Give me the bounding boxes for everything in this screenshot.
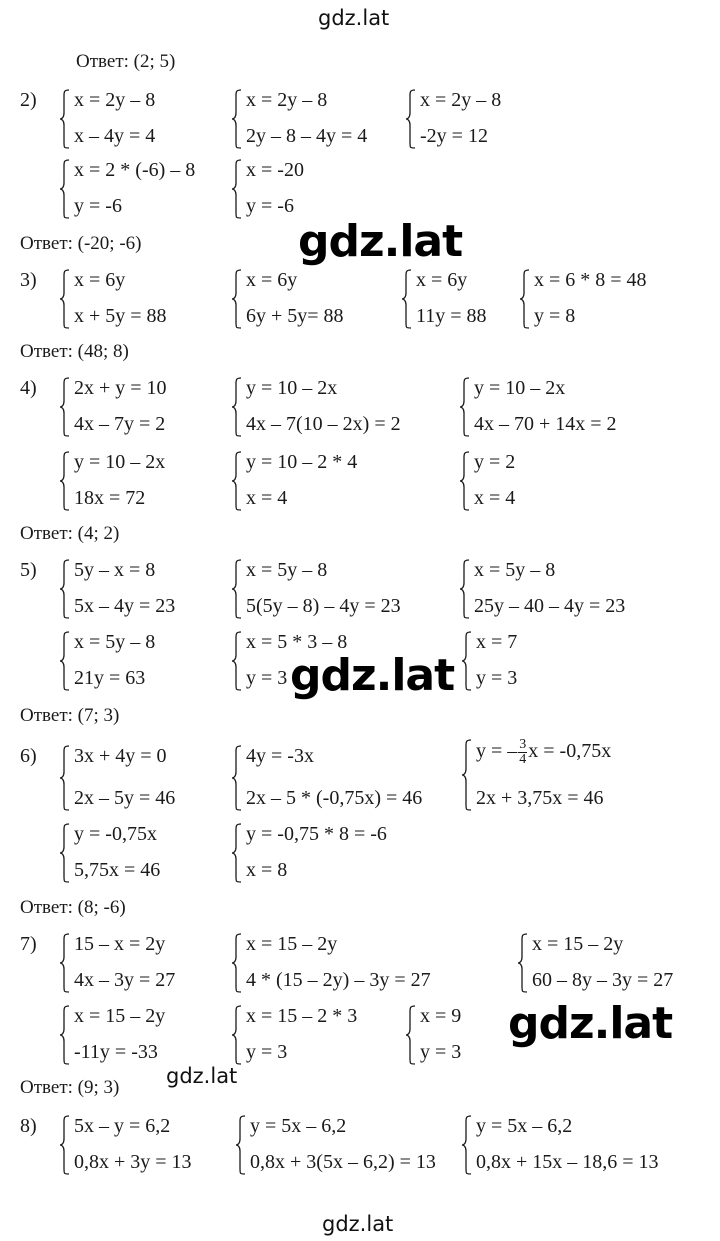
equation: x = 6y xyxy=(416,269,468,291)
equation: x + 5y = 88 xyxy=(74,305,167,327)
equation: 5,75x = 46 xyxy=(74,859,161,881)
equation: y = -0,75 * 8 = -6 xyxy=(246,823,387,845)
equation: x = 5y – 8 xyxy=(246,559,328,581)
equation: 2x – 5y = 46 xyxy=(74,787,176,809)
brace-icon xyxy=(404,88,418,150)
equation: y = 5x – 6,2 xyxy=(250,1115,347,1137)
brace-icon xyxy=(58,1004,72,1066)
problem-number-2: 2) xyxy=(20,89,37,111)
equation: y = 3 xyxy=(420,1041,462,1063)
answer-5: Ответ: (7; 3) xyxy=(20,705,120,726)
equation: x = 4 xyxy=(474,487,516,509)
fraction-numerator: 3 xyxy=(519,737,527,752)
problem-number-4: 4) xyxy=(20,377,37,399)
equation xyxy=(476,738,611,767)
watermark-top: gdz.lat xyxy=(318,6,390,30)
equation: x = 9 xyxy=(420,1005,462,1027)
equation: y = 8 xyxy=(534,305,576,327)
equation: y = -6 xyxy=(246,195,294,217)
brace-icon xyxy=(58,822,72,884)
equation: 0,8x + 3y = 13 xyxy=(74,1151,192,1173)
equation: x = -20 xyxy=(246,159,304,181)
brace-icon xyxy=(230,1004,244,1066)
problem-number-3: 3) xyxy=(20,269,37,291)
watermark-mid-2: gdz.lat xyxy=(290,650,455,701)
brace-icon xyxy=(58,932,72,994)
equation: x = 15 – 2y xyxy=(246,933,338,955)
equation: 15 – x = 2y xyxy=(74,933,166,955)
equation: y = 10 – 2x xyxy=(74,451,166,473)
equation: 4x – 3y = 27 xyxy=(74,969,176,991)
equation: y = -6 xyxy=(74,195,122,217)
equation: 4y = -3x xyxy=(246,745,314,767)
equation: 60 – 8y – 3y = 27 xyxy=(532,969,674,991)
equation: 5x – y = 6,2 xyxy=(74,1115,171,1137)
brace-icon xyxy=(230,158,244,220)
equation: 0,8x + 15x – 18,6 = 13 xyxy=(476,1151,659,1173)
equation: x = 15 – 2 * 3 xyxy=(246,1005,358,1027)
brace-icon xyxy=(230,450,244,512)
brace-icon xyxy=(404,1004,418,1066)
equation: 5y – x = 8 xyxy=(74,559,156,581)
answer-7: Ответ: (9; 3) xyxy=(20,1077,120,1098)
equation: y = 10 – 2 * 4 xyxy=(246,451,358,473)
equation: x = 5 * 3 – 8 xyxy=(246,631,348,653)
equation: 4 * (15 – 2y) – 3y = 27 xyxy=(246,969,431,991)
brace-icon xyxy=(460,738,474,812)
watermark-bottom: gdz.lat xyxy=(322,1212,394,1236)
answer-2: Ответ: (-20; -6) xyxy=(20,233,142,254)
answer-4: Ответ: (4; 2) xyxy=(20,523,120,544)
problem-number-5: 5) xyxy=(20,559,37,581)
fraction xyxy=(518,738,527,767)
brace-icon xyxy=(230,744,244,812)
equation: 11y = 88 xyxy=(416,305,487,327)
answer-3: Ответ: (48; 8) xyxy=(20,341,129,362)
brace-icon xyxy=(58,630,72,692)
brace-icon xyxy=(230,932,244,994)
brace-icon xyxy=(518,268,532,330)
equation: y = 10 – 2x xyxy=(246,377,338,399)
equation: 5x – 4y = 23 xyxy=(74,595,176,617)
equation: 0,8x + 3(5x – 6,2) = 13 xyxy=(250,1151,436,1173)
equation: y = 3 xyxy=(246,1041,288,1063)
brace-icon xyxy=(58,450,72,512)
equation: y = 10 – 2x xyxy=(474,377,566,399)
problem-number-8: 8) xyxy=(20,1115,37,1137)
brace-icon xyxy=(460,1114,474,1176)
equation: -2y = 12 xyxy=(420,125,488,147)
equation: 21y = 63 xyxy=(74,667,146,689)
brace-icon xyxy=(234,1114,248,1176)
equation: 4x – 70 + 14x = 2 xyxy=(474,413,617,435)
brace-icon xyxy=(230,630,244,692)
equation: 2x – 5 * (-0,75x) = 46 xyxy=(246,787,423,809)
equation: x = 8 xyxy=(246,859,288,881)
equation: 4x – 7(10 – 2x) = 2 xyxy=(246,413,401,435)
watermark-mid-3: gdz.lat xyxy=(508,998,673,1049)
brace-icon xyxy=(58,268,72,330)
equation: x = 2y – 8 xyxy=(246,89,328,111)
answer-1: Ответ: (2; 5) xyxy=(76,51,176,72)
equation: y = 3 xyxy=(246,667,288,689)
equation: 18x = 72 xyxy=(74,487,146,509)
equation: 2x + y = 10 xyxy=(74,377,167,399)
equation: x = 6 * 8 = 48 xyxy=(534,269,647,291)
equation: 2y – 8 – 4y = 4 xyxy=(246,125,368,147)
equation-part: y = – xyxy=(476,740,518,763)
brace-icon xyxy=(58,88,72,150)
equation-part: x = -0,75x xyxy=(528,740,612,763)
equation: y = 5x – 6,2 xyxy=(476,1115,573,1137)
equation: x – 4y = 4 xyxy=(74,125,156,147)
equation: x = 15 – 2y xyxy=(74,1005,166,1027)
brace-icon xyxy=(230,268,244,330)
equation: x = 5y – 8 xyxy=(474,559,556,581)
brace-icon xyxy=(400,268,414,330)
equation: 2x + 3,75x = 46 xyxy=(476,787,604,809)
brace-icon xyxy=(58,376,72,438)
problem-number-7: 7) xyxy=(20,933,37,955)
equation: x = 6y xyxy=(246,269,298,291)
answer-6: Ответ: (8; -6) xyxy=(20,897,126,918)
equation: 5(5y – 8) – 4y = 23 xyxy=(246,595,401,617)
equation: x = 15 – 2y xyxy=(532,933,624,955)
equation: y = 2 xyxy=(474,451,516,473)
equation: x = 6y xyxy=(74,269,126,291)
equation: 4x – 7y = 2 xyxy=(74,413,166,435)
equation: x = 5y – 8 xyxy=(74,631,156,653)
problem-number-6: 6) xyxy=(20,745,37,767)
equation: x = 4 xyxy=(246,487,288,509)
brace-icon xyxy=(230,376,244,438)
equation: 3x + 4y = 0 xyxy=(74,745,167,767)
equation: x = 2y – 8 xyxy=(74,89,156,111)
brace-icon xyxy=(58,1114,72,1176)
equation: 25y – 40 – 4y = 23 xyxy=(474,595,626,617)
brace-icon xyxy=(58,158,72,220)
equation: -11y = -33 xyxy=(74,1041,158,1063)
brace-icon xyxy=(230,88,244,150)
brace-icon xyxy=(58,558,72,620)
equation: y = 3 xyxy=(476,667,518,689)
equation: x = 7 xyxy=(476,631,518,653)
brace-icon xyxy=(458,450,472,512)
brace-icon xyxy=(58,744,72,812)
brace-icon xyxy=(516,932,530,994)
equation: y = -0,75x xyxy=(74,823,157,845)
brace-icon xyxy=(460,630,474,692)
equation: x = 2 * (-6) – 8 xyxy=(74,159,196,181)
equation: x = 2y – 8 xyxy=(420,89,502,111)
watermark-small: gdz.lat xyxy=(166,1064,238,1088)
equation: 6y + 5y= 88 xyxy=(246,305,344,327)
brace-icon xyxy=(458,558,472,620)
brace-icon xyxy=(230,558,244,620)
fraction-denominator: 4 xyxy=(519,752,527,767)
watermark-mid-1: gdz.lat xyxy=(298,216,463,267)
brace-icon xyxy=(458,376,472,438)
brace-icon xyxy=(230,822,244,884)
